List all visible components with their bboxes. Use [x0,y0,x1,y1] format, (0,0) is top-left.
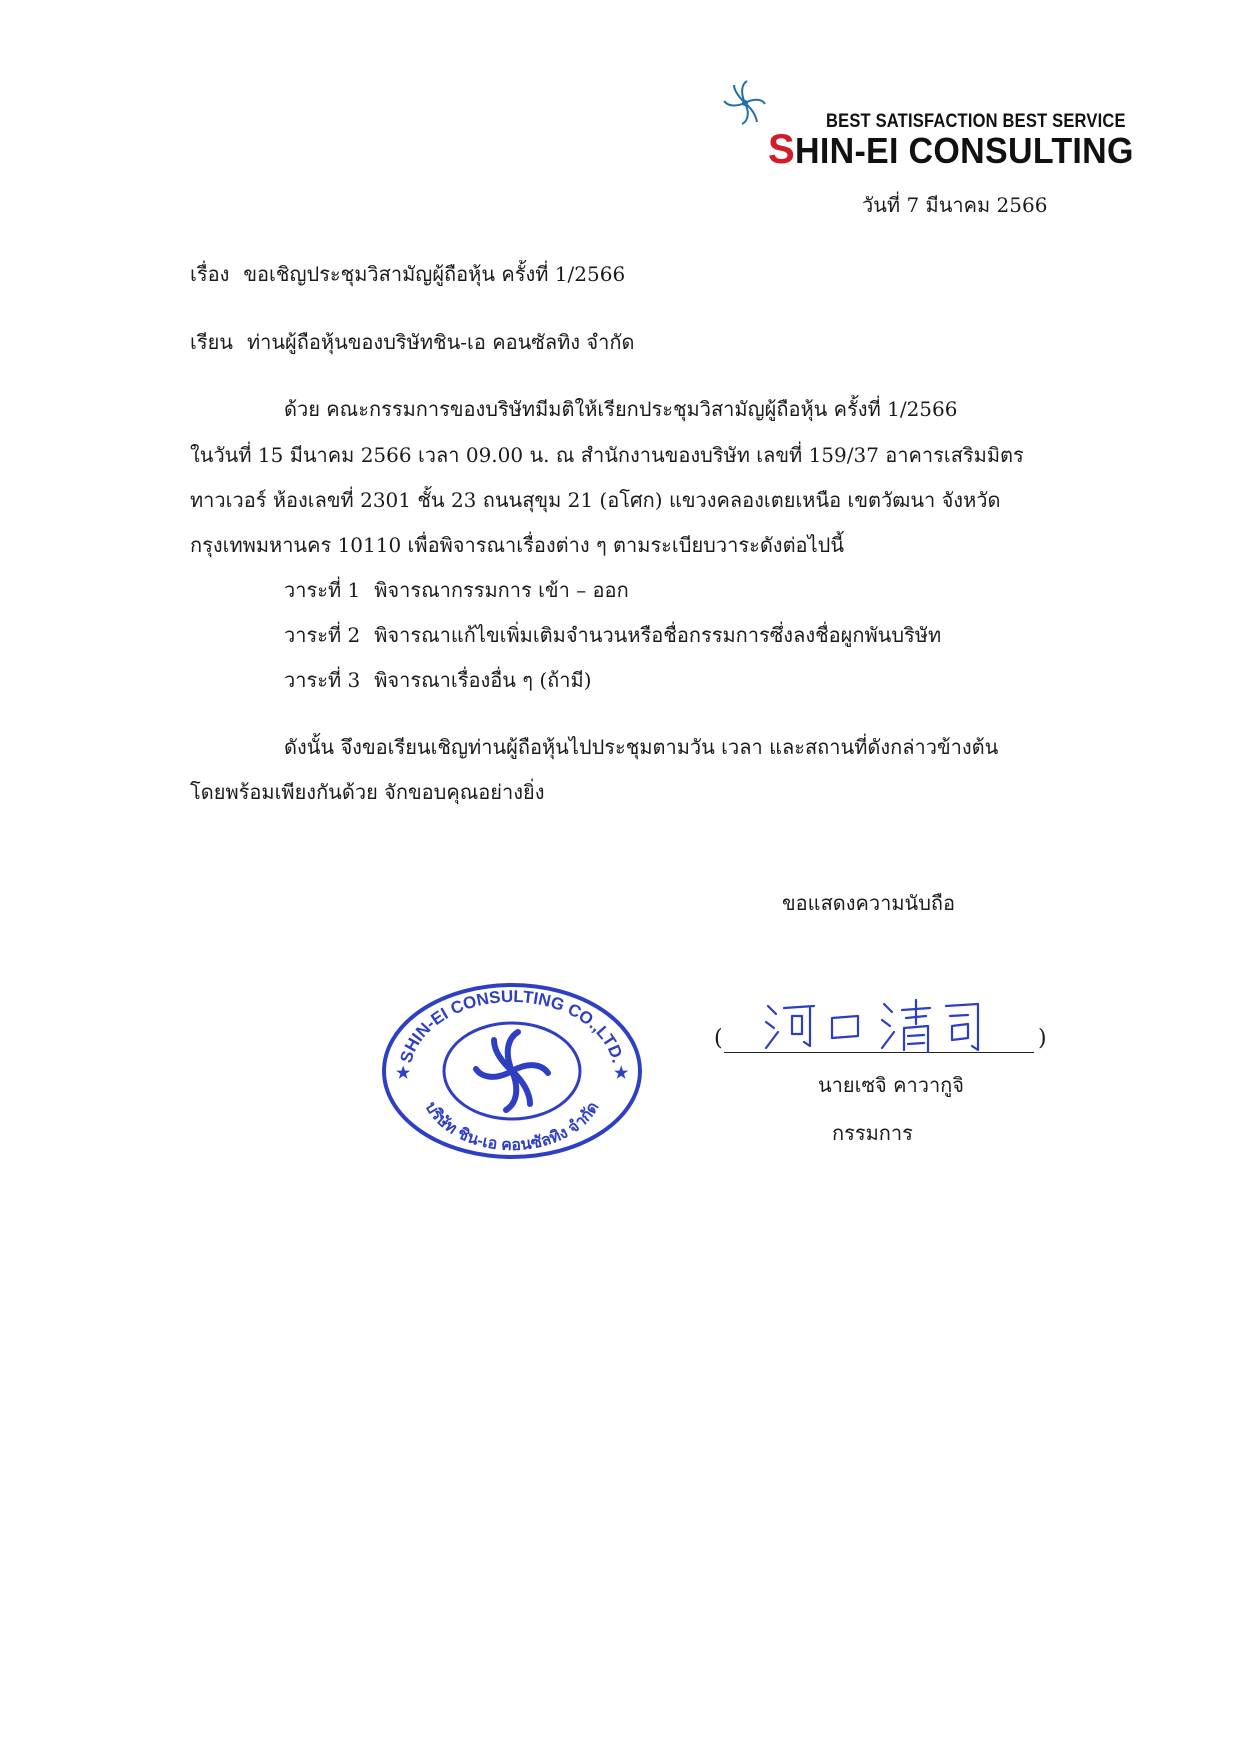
recipient-line [190,327,634,357]
company-tagline: BEST SATISFACTION BEST SERVICE [826,111,1126,132]
subject-label: เรื่อง [190,262,230,286]
stamp-top-text: SHIN-EI CONSULTING CO.,LTD. [396,986,628,1066]
agenda-label: วาระที่ 1 [284,578,361,602]
agenda-label: วาระที่ 2 [284,623,361,647]
agenda-item [284,620,941,650]
company-name-rest: HIN-EI CONSULTING [794,131,1134,172]
company-seal-stamp [376,978,648,1164]
paragraph2-line: ดังนั้น จึงขอเรียนเชิญท่านผู้ถือหุ้นไปประชุมตามวัน เวลา และสถานที่ดังกล่าวข้างต้น [284,735,999,759]
stamp-bottom-text: บริษัท ชิน-เอ คอนซัลทิง จำกัด [421,1099,603,1155]
signer-title: กรรมการ [832,1121,913,1145]
paragraph2-line: โดยพร้อมเพียงกันด้วย จักขอบคุณอย่างยิ่ง [190,780,545,804]
paragraph1-line: ทาวเวอร์ ห้องเลขที่ 2301 ชั้น 23 ถนนสุขุม 21 (อโศก) แขวงคลองเตยเหนือ เขตวัฒนา จังหวัด [190,488,1001,512]
paragraph1-line: ในวันที่ 15 มีนาคม 2566 เวลา 09.00 น. ณ สำนักงานของบริษัท เลขที่ 159/37 อาคารเสริมมิตร [190,443,1024,467]
subject-line [190,259,625,289]
subject-text: ขอเชิญประชุมวิสามัญผู้ถือหุ้น ครั้งที่ 1/2566 [243,262,626,286]
paragraph1-line: ด้วย คณะกรรมการของบริษัทมีมติให้เรียกประชุมวิสามัญผู้ถือหุ้น ครั้งที่ 1/2566 [284,397,958,421]
stamp-star-right: ★ [614,1065,629,1082]
company-name [768,126,1134,173]
recipient-label: เรียน [190,330,233,354]
stamp-star-flower-icon [476,1032,548,1110]
stamp-star-left: ★ [396,1065,411,1082]
agenda-item [284,665,592,695]
signature-close-paren: ) [1038,1026,1047,1051]
agenda-text: พิจารณากรรมการ เข้า – ออก [374,578,629,602]
agenda-text: พิจารณาเรื่องอื่น ๆ (ถ้ามี) [374,668,592,692]
agenda-item [284,575,629,605]
closing-salutation: ขอแสดงความนับถือ [782,891,956,915]
recipient-text: ท่านผู้ถือหุ้นของบริษัทชิน-เอ คอนซัลทิง จำกัด [246,330,635,354]
letter-date: วันที่ 7 มีนาคม 2566 [862,193,1048,217]
paragraph1-line: กรุงเทพมหานคร 10110 เพื่อพิจารณาเรื่องต่าง ๆ ตามระเบียบวาระดังต่อไปนี้ [190,533,844,557]
signer-name: นายเซจิ คาวากูจิ [818,1073,965,1097]
company-name-initial: S [768,126,795,173]
handwritten-signature [762,994,992,1056]
agenda-label: วาระที่ 3 [284,668,361,692]
star-flower-logo-icon [716,78,774,128]
agenda-text: พิจารณาแก้ไขเพิ่มเติมจำนวนหรือชื่อกรรมการซึ่งลงชื่อผูกพันบริษัท [374,623,942,647]
signature-open-paren: ( [714,1026,723,1051]
